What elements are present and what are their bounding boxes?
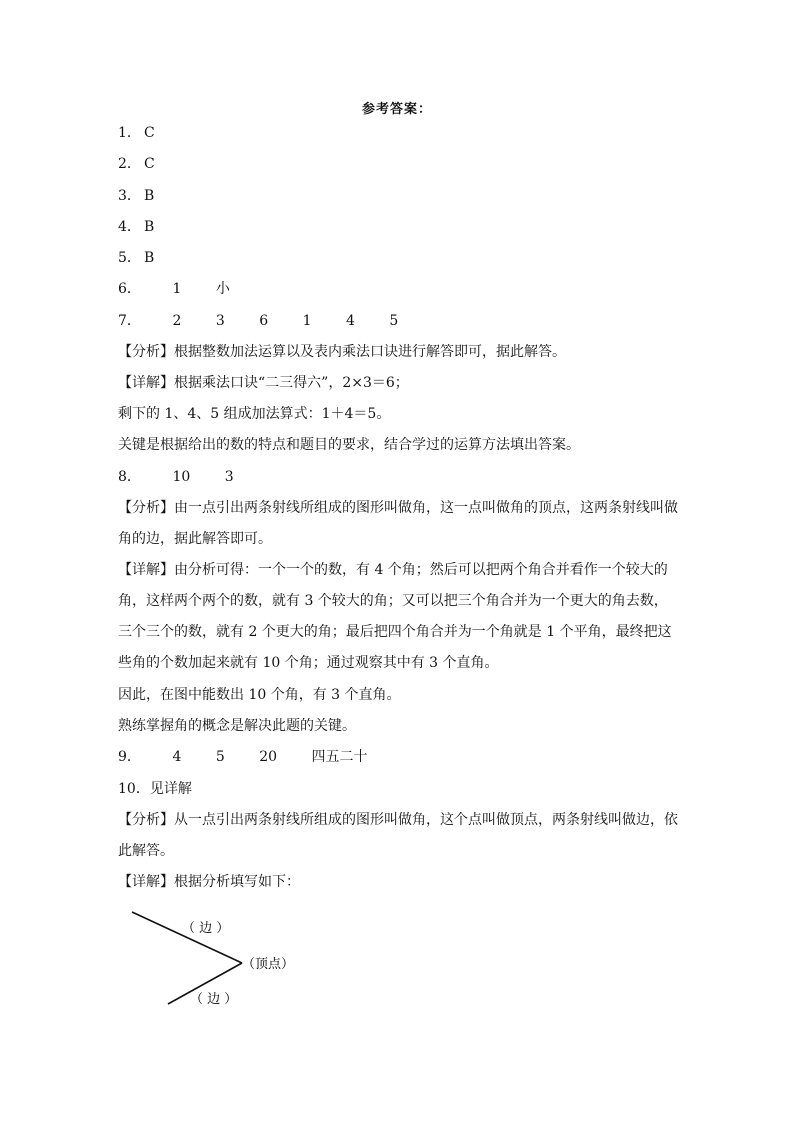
- answer-number: 5．: [118, 250, 141, 266]
- answer-2: [118, 155, 155, 173]
- q8-note: 熟练掌握角的概念是解决此题的关键。: [118, 718, 356, 734]
- q8-conclusion: 因此，在图中能数出 10 个角，有 3 个直角。: [118, 687, 401, 703]
- answer-value: 5: [389, 313, 399, 329]
- answer-text: 见详解: [149, 781, 192, 797]
- answer-3: [118, 187, 154, 205]
- q7-detail-2: 剩下的 1、4、5 组成加法算式：1＋4＝5。: [118, 406, 391, 422]
- answer-text: B: [144, 188, 155, 204]
- angle-figure: [118, 900, 318, 1010]
- q10-analysis: 【分析】从一点引出两条射线所组成的图形叫做角，这个点叫做顶点，两条射线叫做边，依此解答。: [118, 812, 678, 859]
- q7-detail-1: 【详解】根据乘法口诀“二三得六”，2×3＝6；: [118, 375, 409, 391]
- answer-value: 4: [345, 313, 355, 329]
- answer-number: 9．: [118, 749, 141, 765]
- answer-10: [118, 780, 192, 798]
- answer-value: 3: [224, 469, 234, 485]
- q7-analysis: 【分析】根据整数加法运算以及表内乘法口诀进行解答即可，据此解答。: [118, 344, 566, 360]
- answer-value: 6: [259, 313, 269, 329]
- answer-9: [118, 748, 367, 766]
- answer-6: [118, 280, 230, 298]
- answer-number: 1．: [118, 125, 141, 141]
- q10-detail: 【详解】根据分析填写如下：: [118, 874, 300, 890]
- answer-value: 1: [172, 281, 182, 297]
- answer-number: 2．: [118, 156, 141, 172]
- answer-number: 7．: [118, 313, 141, 329]
- answer-number: 4．: [118, 219, 141, 235]
- answer-value: 四五二十: [311, 749, 368, 765]
- answer-text: B: [144, 219, 155, 235]
- answer-4: [118, 218, 154, 236]
- answer-8: [118, 468, 234, 486]
- q8-detail: 【详解】由分析可得：一个一个的数，有 4 个角；然后可以把两个角合并看作一个较大的角，这样两个两个的数，就有 3 个较大的角；又可以把三个角合并为一个更大的角去数，三个三个的数，就有 2 个更大的角；最后把四个角合并为一个角就是 1 个平角，最终把这些角的个数加起来就有 10 个角；通过观察其中有 3 个直角。: [118, 562, 672, 671]
- answer-value: 小: [215, 281, 230, 297]
- angle-diagram: [118, 900, 318, 1010]
- answer-7: [118, 312, 398, 330]
- answer-value: 1: [302, 313, 312, 329]
- angle-ray-top: [132, 912, 242, 963]
- q7-note: 关键是根据给出的数的特点和题目的要求，结合学过的运算方法填出答案。: [118, 437, 580, 453]
- vertex-label: （顶点）: [242, 957, 295, 972]
- answer-1: [118, 124, 155, 142]
- answer-value: 3: [215, 313, 225, 329]
- answer-number: 6．: [118, 281, 141, 297]
- page-title: 参考答案：: [361, 102, 432, 117]
- answer-5: [118, 249, 154, 267]
- answer-value: 2: [172, 313, 182, 329]
- answer-value: 5: [215, 749, 225, 765]
- answer-text: C: [144, 125, 155, 141]
- answer-number: 3．: [118, 188, 141, 204]
- answer-value: 4: [172, 749, 182, 765]
- q8-analysis: 【分析】由一点引出两条射线所组成的图形叫做角，这一点叫做角的顶点，这两条射线叫做角的边，据此解答即可。: [118, 500, 678, 547]
- answer-text: B: [144, 250, 155, 266]
- top-side-label: （ 边 ）: [182, 921, 230, 936]
- answer-value: 20: [259, 749, 278, 765]
- answer-text: C: [144, 156, 155, 172]
- bottom-side-label: （ 边 ）: [190, 992, 238, 1007]
- answer-number: 8．: [118, 469, 141, 485]
- answer-value: 10: [172, 469, 191, 485]
- answer-number: 10．: [118, 781, 150, 797]
